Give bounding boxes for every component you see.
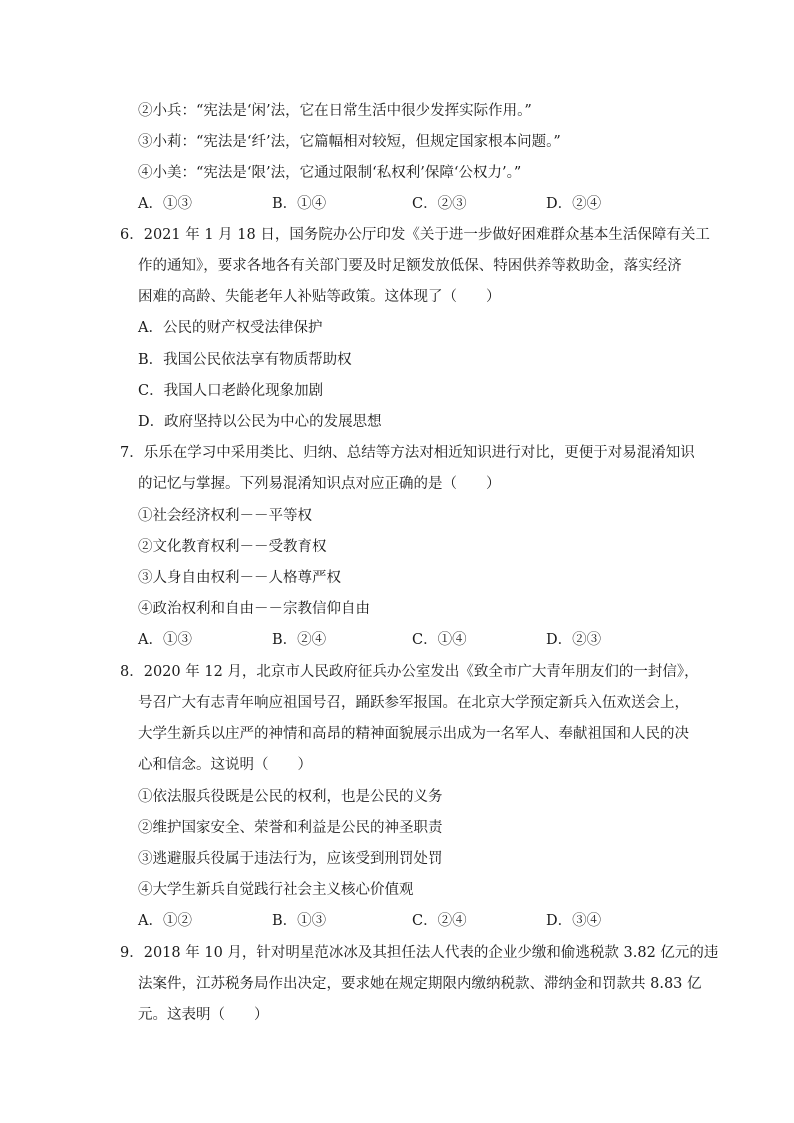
q7-statement-4: ④政治权利和自由－－宗教信仰自由 [138, 601, 370, 617]
q7-stem-line-1: 7．乐乐在学习中采用类比、归纳、总结等方法对相近知识进行对比，更便于对易混淆知识 [120, 445, 695, 461]
q7-statement-2: ②文化教育权利－－受教育权 [138, 539, 327, 555]
q5-option-a[interactable]: A．①③ [138, 196, 192, 212]
q6-option-c[interactable]: C．我国人口老龄化现象加剧 [138, 383, 324, 399]
q6-stem-line-1: 6．2021 年 1 月 18 日，国务院办公厅印发《关于进一步做好困难群众基本生活保障有关工 [120, 227, 710, 243]
q8-stem-line-2: 号召广大有志青年响应祖国号召，踊跃参军报国。在北京大学预定新兵入伍欢送会上， [138, 695, 689, 711]
q8-option-d[interactable]: D．③④ [546, 913, 602, 929]
q5-option-b[interactable]: B．①④ [272, 196, 327, 212]
q5-statement-3: ③小莉：“宪法是‘纤’法，它篇幅相对较短，但规定国家根本问题。” [138, 134, 561, 150]
q7-statement-3: ③人身自由权利－－人格尊严权 [138, 570, 341, 586]
q8-statement-2: ②维护国家安全、荣誉和利益是公民的神圣职责 [138, 820, 443, 836]
q6-stem-line-2: 作的通知》，要求各地各有关部门要及时足额发放低保、特困供养等救助金，落实经济 [138, 258, 682, 274]
q8-stem-line-4: 心和信念。这说明（ ） [138, 757, 312, 773]
q8-statement-4: ④大学生新兵自觉践行社会主义核心价值观 [138, 882, 414, 898]
q6-stem-line-3: 困难的高龄、失能老年人补贴等政策。这体现了（ ） [138, 289, 501, 305]
q9-stem-line-2: 法案件，江苏税务局作出决定，要求她在规定期限内缴纳税款、滞纳金和罚款共 8.83 亿 [138, 976, 702, 992]
q6-option-d[interactable]: D．政府坚持以公民为中心的发展思想 [138, 414, 382, 430]
q5-option-d[interactable]: D．②④ [546, 196, 602, 212]
q7-stem-line-2: 的记忆与掌握。下列易混淆知识点对应正确的是（ ） [138, 476, 501, 492]
q6-option-b[interactable]: B．我国公民依法享有物质帮助权 [138, 352, 352, 368]
q8-option-b[interactable]: B．①③ [272, 913, 327, 929]
q8-stem-line-3: 大学生新兵以庄严的神情和高昂的精神面貌展示出成为一名军人、奉献祖国和人民的决 [138, 726, 689, 742]
q8-option-c[interactable]: C．②④ [412, 913, 467, 929]
q8-stem-line-1: 8．2020 年 12 月，北京市人民政府征兵办公室发出《致全市广大青年朋友们的一封信》， [120, 664, 699, 680]
q7-option-c[interactable]: C．①④ [412, 632, 467, 648]
q7-option-a[interactable]: A．①③ [138, 632, 192, 648]
q9-stem-line-1: 9．2018 年 10 月，针对明星范冰冰及其担任法人代表的企业少缴和偷逃税款 3.82 亿元的违 [120, 945, 719, 961]
q8-statement-1: ①依法服兵役既是公民的权利，也是公民的义务 [138, 789, 443, 805]
q7-statement-1: ①社会经济权利－－平等权 [138, 508, 312, 524]
q7-option-b[interactable]: B．②④ [272, 632, 327, 648]
q7-option-d[interactable]: D．②③ [546, 632, 602, 648]
q5-statement-4: ④小美：“宪法是‘限’法，它通过限制‘私权利’保障‘公权力’。” [138, 165, 522, 181]
q9-stem-line-3: 元。这表明（ ） [138, 1007, 269, 1023]
q8-option-a[interactable]: A．①② [138, 913, 192, 929]
q5-statement-2: ②小兵：“宪法是‘闲’法，它在日常生活中很少发挥实际作用。” [138, 103, 532, 119]
q5-option-c[interactable]: C．②③ [412, 196, 467, 212]
q6-option-a[interactable]: A．公民的财产权受法律保护 [138, 320, 323, 336]
q8-statement-3: ③逃避服兵役属于违法行为，应该受到刑罚处罚 [138, 851, 443, 867]
